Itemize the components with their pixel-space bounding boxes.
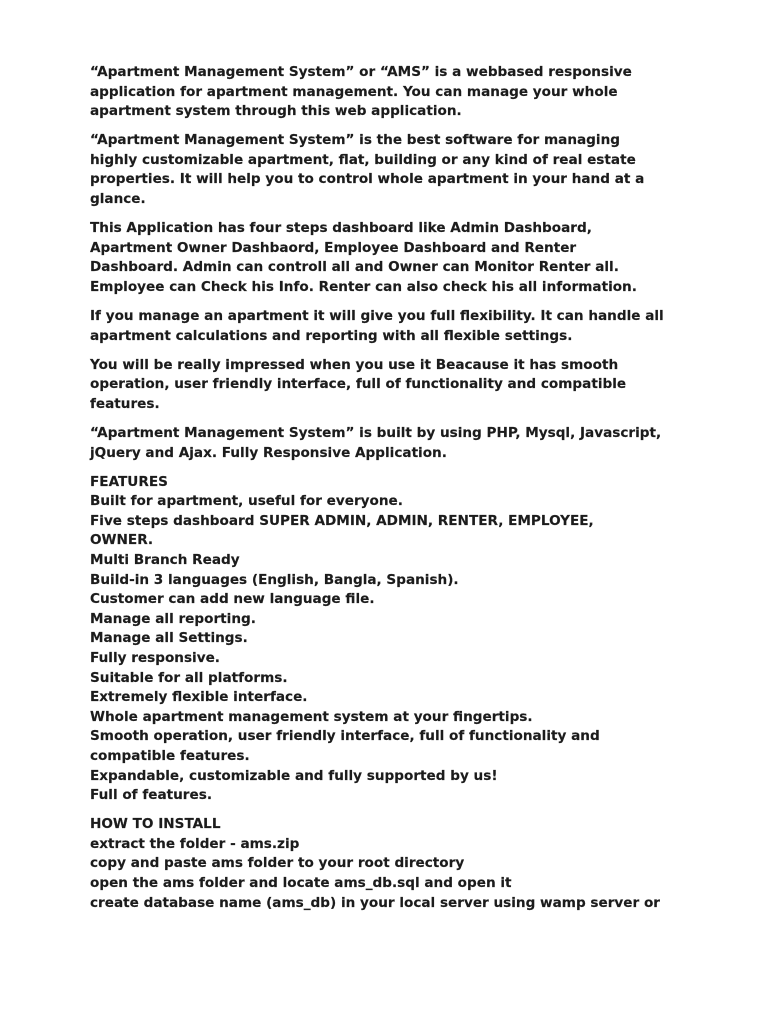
text-line: highly customizable apartment, flat, building or any kind of real estate bbox=[90, 151, 636, 168]
features-heading: FEATURES bbox=[90, 473, 168, 490]
text-line: Employee can Check his Info. Renter can also check his all information. bbox=[90, 278, 637, 295]
install-step: open the ams folder and locate ams_db.sql and open it bbox=[90, 875, 512, 892]
install-step: extract the folder - ams.zip bbox=[90, 835, 300, 852]
text-line: “Apartment Management System” is the best software for managing bbox=[90, 132, 620, 149]
text-line: Dashboard. Admin can controll all and Owner can Monitor Renter all. bbox=[90, 259, 619, 276]
tech-stack-paragraph bbox=[90, 424, 690, 463]
text-line: features. bbox=[90, 395, 160, 412]
feature-item: Build-in 3 languages (English, Bangla, Spanish). bbox=[90, 571, 459, 588]
best-software-paragraph bbox=[90, 131, 690, 209]
install-step: create database name (ams_db) in your local server using wamp server or bbox=[90, 894, 660, 911]
feature-item: Customer can add new language file. bbox=[90, 591, 375, 608]
text-line: operation, user friendly interface, full of functionality and compatible bbox=[90, 376, 627, 393]
text-line: “Apartment Management System” is built by using PHP, Mysql, Javascript, bbox=[90, 425, 662, 441]
feature-item: Manage all Settings. bbox=[90, 630, 248, 647]
feature-item: Manage all reporting. bbox=[90, 610, 256, 627]
install-step: copy and paste ams folder to your root directory bbox=[90, 855, 465, 872]
text-line: If you manage an apartment it will give you full flexibility. It can handle all bbox=[90, 308, 664, 325]
feature-item: Extremely flexible interface. bbox=[90, 689, 308, 706]
feature-item: Suitable for all platforms. bbox=[90, 669, 288, 686]
text-line: glance. bbox=[90, 191, 146, 208]
feature-item: Built for apartment, useful for everyone. bbox=[90, 493, 403, 510]
text-line: apartment system through this web application. bbox=[90, 103, 462, 120]
feature-item: Full of features. bbox=[90, 787, 212, 804]
install-heading: HOW TO INSTALL bbox=[90, 816, 221, 833]
feature-item: Smooth operation, user friendly interface, full of functionality and bbox=[90, 728, 600, 745]
text-line: application for apartment management. You can manage your whole bbox=[90, 83, 618, 100]
text-line: This Application has four steps dashboard like Admin Dashboard, bbox=[90, 220, 592, 237]
feature-item: Five steps dashboard SUPER ADMIN, ADMIN, RENTER, EMPLOYEE, bbox=[90, 512, 594, 529]
features-section bbox=[90, 473, 690, 806]
intro-paragraph bbox=[90, 63, 690, 122]
text-line: “Apartment Management System” or “AMS” is a webbased responsive bbox=[90, 64, 632, 80]
text-line: jQuery and Ajax. Fully Responsive Application. bbox=[90, 444, 447, 461]
feature-item: compatible features. bbox=[90, 748, 250, 764]
document-page bbox=[90, 63, 690, 923]
text-line: apartment calculations and reporting with all flexible settings. bbox=[90, 327, 573, 344]
text-line: Apartment Owner Dashbaord, Employee Dashboard and Renter bbox=[90, 239, 577, 256]
feature-item: Fully responsive. bbox=[90, 650, 220, 667]
dashboard-paragraph bbox=[90, 219, 690, 297]
feature-item: Expandable, customizable and fully supported by us! bbox=[90, 767, 498, 784]
impressed-paragraph bbox=[90, 356, 690, 415]
install-section bbox=[90, 815, 690, 913]
text-line: properties. It will help you to control whole apartment in your hand at a bbox=[90, 171, 645, 188]
text-line: You will be really impressed when you use it Beacause it has smooth bbox=[90, 356, 619, 373]
feature-item: Multi Branch Ready bbox=[90, 552, 240, 569]
feature-item: Whole apartment management system at your fingertips. bbox=[90, 708, 533, 725]
flexibility-paragraph bbox=[90, 307, 690, 346]
feature-item: OWNER. bbox=[90, 532, 154, 549]
